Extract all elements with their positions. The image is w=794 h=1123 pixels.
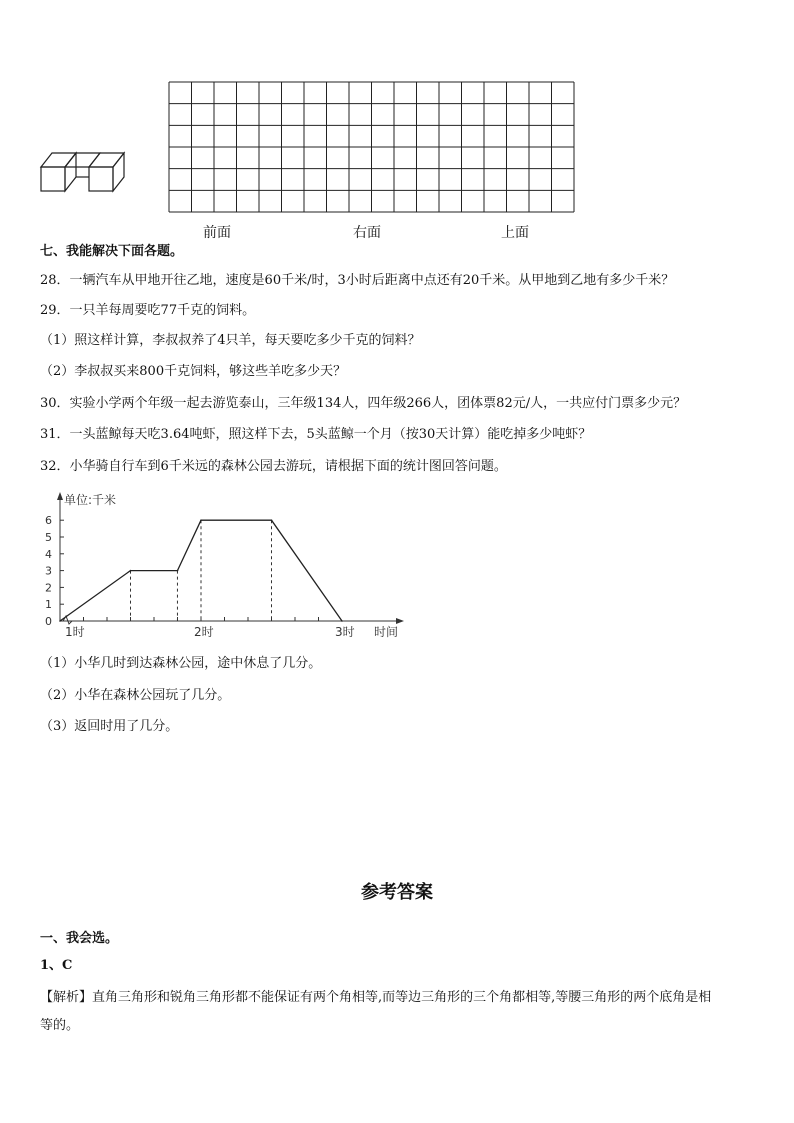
- answers-section-1: 一、我会选。: [40, 931, 119, 946]
- question-32-1: （1）小华几时到达森林公园，途中休息了几分。: [40, 656, 322, 671]
- y-tick-label: 4: [45, 547, 52, 561]
- question-29-2: （2）李叔叔买来800千克饲料，够这些羊吃多少天？: [40, 364, 347, 379]
- cube-figure: [38, 148, 138, 198]
- question-32: 32．小华骑自行车到6千米远的森林公园去游玩，请根据下面的统计图回答问题。: [40, 459, 507, 474]
- section-title: 七、我能解决下面各题。: [40, 244, 184, 259]
- y-axis-arrow: [57, 492, 63, 500]
- distance-time-chart: [30, 488, 410, 643]
- analysis-line-1: 【解析】直角三角形和锐角三角形都不能保证有两个角相等,而等边三角形的三个角都相等,等腰三角形的两个底角是相: [40, 990, 712, 1005]
- x-axis-arrow: [396, 618, 404, 624]
- data-point: [130, 570, 132, 572]
- y-tick-label: 2: [45, 581, 52, 595]
- y-tick-label: 6: [45, 514, 52, 528]
- analysis-line-2: 等的。: [40, 1018, 80, 1033]
- answer-1: 1、C: [40, 958, 73, 973]
- x-axis-label: 时间: [374, 625, 399, 639]
- answers-title: 参考答案: [361, 882, 433, 903]
- question-28: 28．一辆汽车从甲地开往乙地，速度是60千米/时，3小时后距离中点还有20千米。从甲地到乙地有多少千米？: [40, 273, 675, 288]
- question-29-1: （1）照这样计算，李叔叔养了4只羊，每天要吃多少千克的饲料？: [40, 333, 421, 348]
- x-tick-label: 2时: [194, 625, 214, 639]
- question-32-2: （2）小华在森林公园玩了几分。: [40, 688, 231, 703]
- data-point: [271, 519, 273, 521]
- data-point: [177, 570, 179, 572]
- data-point: [200, 519, 202, 521]
- question-30: 30．实验小学两个年级一起去游览泰山，三年级134人，四年级266人，团体票82元/人，一共应付门票多少元？: [40, 396, 687, 411]
- data-point: [341, 620, 343, 622]
- drawing-grid: [168, 81, 576, 213]
- question-32-3: （3）返回时用了几分。: [40, 719, 179, 734]
- grid-label-front: 前面: [203, 225, 231, 241]
- grid-label-right: 右面: [353, 225, 381, 241]
- grid-label-top: 上面: [501, 225, 529, 241]
- data-point: [59, 620, 61, 622]
- y-tick-label: 5: [45, 531, 52, 544]
- x-tick-label: 1时: [65, 625, 85, 639]
- y-tick-label: 1: [45, 598, 52, 612]
- question-31: 31．一头蓝鲸每天吃3.64吨虾，照这样下去，5头蓝鲸一个月（按30天计算）能吃掉多少吨虾？: [40, 427, 592, 442]
- question-29: 29．一只羊每周要吃77千克的饲料。: [40, 303, 256, 318]
- y-axis-label: 单位:千米: [64, 493, 117, 507]
- x-tick-label: 3时: [335, 625, 355, 639]
- y-tick-label: 3: [45, 564, 52, 578]
- y-tick-label: 0: [45, 615, 52, 628]
